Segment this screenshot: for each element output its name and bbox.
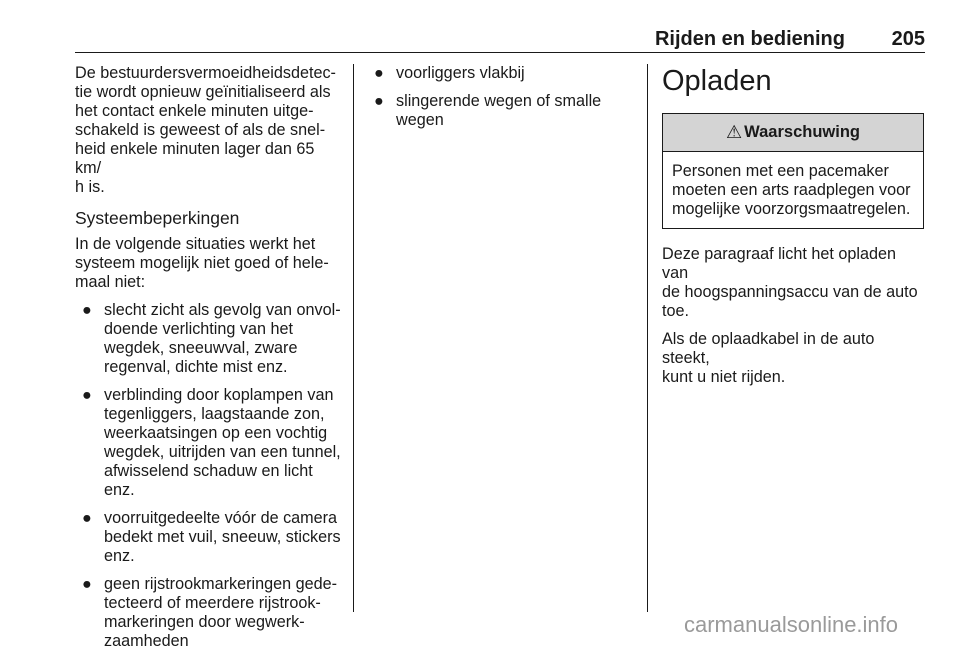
text-line: Personen met een pacemaker bbox=[672, 162, 889, 180]
text-line: tie wordt opnieuw geïnitialiseerd als bbox=[75, 83, 331, 101]
text-line: regenval, dichte mist enz. bbox=[104, 358, 288, 376]
text-line: tecteerd of meerdere rijstrook- bbox=[104, 594, 321, 612]
bullet-icon: ● bbox=[374, 92, 384, 110]
text-line: tegenliggers, laagstaande zon, bbox=[104, 405, 325, 423]
text-line: bedekt met vuil, sneeuw, stickers bbox=[104, 528, 341, 546]
text-line: slingerende wegen of smalle bbox=[396, 92, 602, 110]
warning-triangle-icon: ⚠ bbox=[726, 122, 743, 142]
bullet-icon: ● bbox=[82, 509, 92, 527]
text-line: verblinding door koplampen van bbox=[104, 386, 334, 404]
column-divider-right bbox=[647, 64, 648, 612]
column-divider-left bbox=[353, 64, 354, 612]
list-item bbox=[75, 575, 343, 651]
limitations-list bbox=[75, 301, 343, 651]
bullet-icon: ● bbox=[82, 575, 92, 593]
list-item bbox=[367, 64, 607, 83]
text-line: markeringen door wegwerk- bbox=[104, 613, 305, 631]
text-line: het contact enkele minuten uitge- bbox=[75, 102, 314, 120]
text-line: Als de oplaadkabel in de auto steekt, bbox=[662, 330, 875, 367]
column-3 bbox=[662, 64, 926, 396]
page-header bbox=[75, 28, 925, 53]
column-2 bbox=[367, 64, 607, 139]
text-line: geen rijstrookmarkeringen gede- bbox=[104, 575, 338, 593]
page-number: 205 bbox=[891, 28, 925, 50]
warning-heading: Waarschuwing bbox=[744, 123, 860, 141]
text-line: wegdek, sneeuwval, zware bbox=[104, 339, 298, 357]
text-line: maal niet: bbox=[75, 273, 146, 291]
text-line: de hoogspanningsaccu van de auto bbox=[662, 283, 918, 301]
text-line: h is. bbox=[75, 178, 105, 196]
text-line: enz. bbox=[104, 481, 135, 499]
text-line: enz. bbox=[104, 547, 135, 565]
warning-body bbox=[663, 152, 923, 228]
text-line: afwisselend schaduw en licht bbox=[104, 462, 313, 480]
limitations-list-continued bbox=[367, 64, 607, 130]
text-line: heid enkele minuten lager dan 65 km/ bbox=[75, 140, 315, 177]
bullet-icon: ● bbox=[82, 301, 92, 319]
text-line: toe. bbox=[662, 302, 690, 320]
section-intro-paragraph bbox=[75, 235, 343, 292]
paragraph bbox=[662, 245, 926, 321]
text-line: voorliggers vlakbij bbox=[396, 64, 525, 82]
section-heading: Systeembeperkingen bbox=[75, 208, 240, 228]
warning-header bbox=[663, 114, 923, 152]
chapter-title: Opladen bbox=[662, 65, 772, 97]
intro-paragraph bbox=[75, 64, 343, 197]
text-line: weerkaatsingen op een vochtig bbox=[104, 424, 328, 442]
list-item bbox=[367, 92, 607, 130]
text-line: zaamheden bbox=[104, 632, 189, 650]
text-line: wegdek, uitrijden van een tunnel, bbox=[104, 443, 341, 461]
list-item bbox=[75, 509, 343, 566]
text-line: In de volgende situaties werkt het bbox=[75, 235, 316, 253]
list-item bbox=[75, 301, 343, 377]
text-line: De bestuurdersvermoeidheidsdetec- bbox=[75, 64, 336, 82]
paragraph bbox=[662, 330, 926, 387]
text-line: slecht zicht als gevolg van onvol- bbox=[104, 301, 341, 319]
list-item bbox=[75, 386, 343, 500]
text-line: doende verlichting van het bbox=[104, 320, 293, 338]
text-line: voorruitgedeelte vóór de camera bbox=[104, 509, 338, 527]
bullet-icon: ● bbox=[82, 386, 92, 404]
watermark: carmanualsonline.info bbox=[684, 612, 899, 637]
warning-box bbox=[662, 113, 924, 229]
text-line: mogelijke voorzorgsmaatregelen. bbox=[672, 200, 911, 218]
text-line: schakeld is geweest of als de snel- bbox=[75, 121, 326, 139]
page-section-title: Rijden en bediening bbox=[654, 28, 845, 50]
text-line: moeten een arts raadplegen voor bbox=[672, 181, 911, 199]
column-1 bbox=[75, 64, 343, 660]
text-line: kunt u niet rijden. bbox=[662, 368, 786, 386]
bullet-icon: ● bbox=[374, 64, 384, 82]
text-line: Deze paragraaf licht het opladen van bbox=[662, 245, 896, 282]
text-line: systeem mogelijk niet goed of hele- bbox=[75, 254, 329, 272]
text-line: wegen bbox=[396, 111, 444, 129]
